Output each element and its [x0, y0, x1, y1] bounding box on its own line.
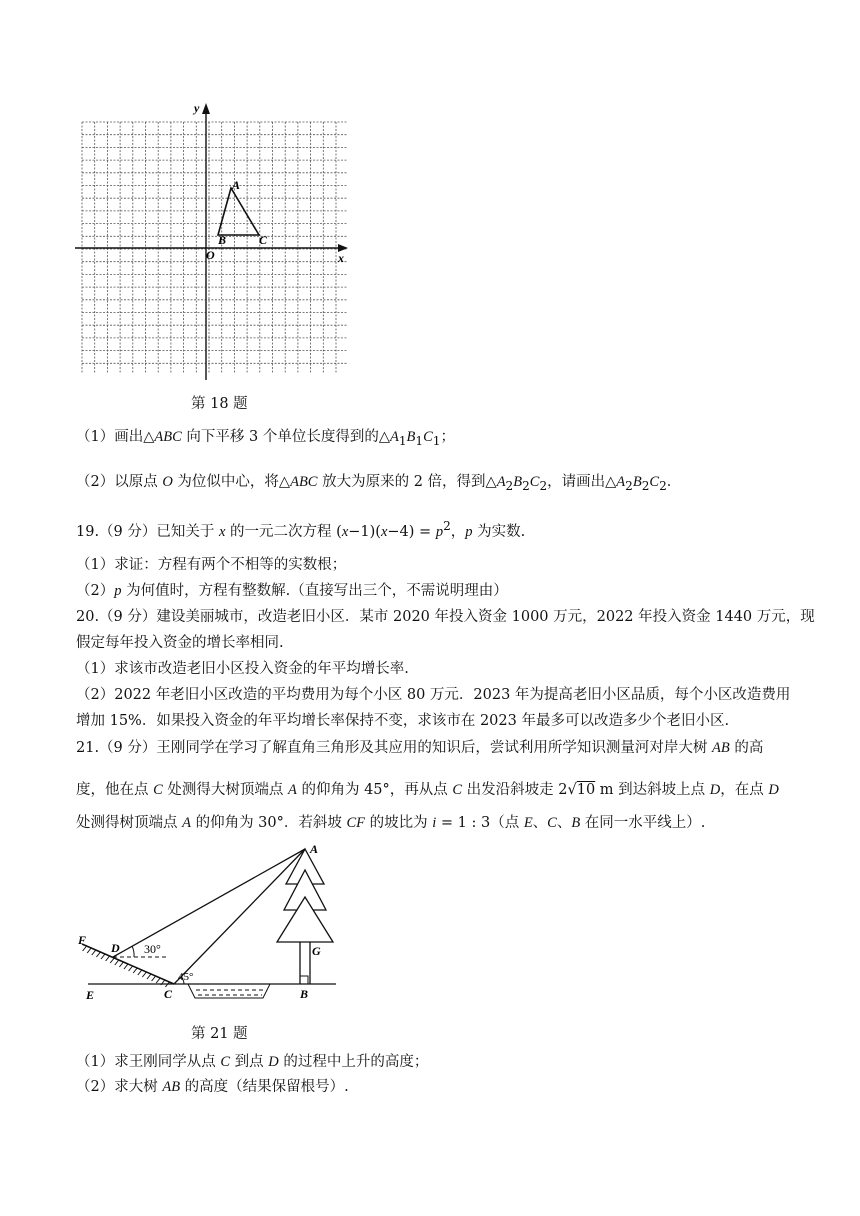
figure-21-caption: 第 21 题: [191, 1026, 248, 1042]
q19-part-2: （2）p 为何值时，方程有整数解.（直接写出三个，不需说明理由）: [76, 583, 508, 599]
point-e-label: E: [86, 988, 95, 1002]
angle-d-label: 30°: [144, 942, 161, 956]
q20-part-2-line-1: （2）2022 年老旧小区改造的平均费用为每个小区 80 万元．2023 年为提高老旧小区品质，每个小区改造费用: [76, 687, 791, 703]
q19-stem: 19.（9 分）已知关于 x 的一元二次方程 $(x-1)(x-4) = p^2$，p 为实数.: [76, 519, 526, 540]
q19-part-1: （1）求证：方程有两个不相等的实数根；: [76, 557, 347, 573]
origin-label: O: [206, 248, 215, 262]
x-axis-label: x: [338, 251, 344, 265]
figure-18-caption: 第 18 题: [191, 396, 248, 412]
angle-c-label: 45°: [178, 971, 194, 983]
point-b-label: B: [300, 987, 309, 1001]
point-d-label: D: [111, 941, 120, 955]
point-c-label: C: [164, 987, 173, 1001]
q20-part-1: （1）求该市改造老旧小区投入资金的年平均增长率.: [76, 661, 409, 677]
q18-part-2: （2）以原点 O 为位似中心，将△ABC 放大为原来的 2 倍，得到$\triangle A_2B_2C_2$，请画出$\triangle A_2B_2C_2$．: [76, 474, 682, 493]
q21-stem-line-3: 处测得树顶端点 A 的仰角为 30°．若斜坡 CF 的坡比为 i = 1 : 3（点 E、C、B 在同一水平线上）.: [76, 815, 706, 831]
point-a-label: A: [232, 178, 241, 192]
q20-stem-line-1: 20.（9 分）建设美丽城市，改造老旧小区．某市 2020 年投入资金 1000 万元，2022 年投入资金 1440 万元，现: [76, 609, 815, 625]
figure-18-grid: [70, 98, 360, 383]
q21-part-2: （2）求大树 AB 的高度（结果保留根号）.: [76, 1079, 349, 1095]
y-axis-label: y: [194, 101, 200, 115]
q21-stem-line-2: 度，他在点 C 处测得大树顶端点 A 的仰角为 45°，再从点 C 出发沿斜坡走 2√10 m 到达斜坡上点 D，在点 D: [76, 782, 779, 798]
point-f-label: F: [78, 933, 87, 947]
point-g-label: G: [312, 944, 321, 958]
point-b-label: B: [218, 233, 227, 247]
figure-21-diagram: [74, 840, 374, 1010]
q18-part-1: （1）画出△ABC 向下平移 3 个单位长度得到的$\triangle A_1B_1C_1$；: [76, 429, 455, 448]
q21-stem-line-1: 21.（9 分）王刚同学在学习了解直角三角形及其应用的知识后，尝试利用所学知识测量河对岸大树 AB 的高: [76, 740, 764, 756]
point-a-label: A: [310, 842, 319, 856]
q21-part-1: （1）求王刚同学从点 C 到点 D 的过程中上升的高度；: [76, 1054, 429, 1070]
q20-stem-line-2: 假定每年投入资金的增长率相同.: [76, 635, 284, 651]
point-c-label: C: [259, 233, 268, 247]
q20-part-2-line-2: 增加 15%．如果投入资金的年平均增长率保持不变，求该市在 2023 年最多可以改造多少个老旧小区.: [76, 713, 730, 729]
